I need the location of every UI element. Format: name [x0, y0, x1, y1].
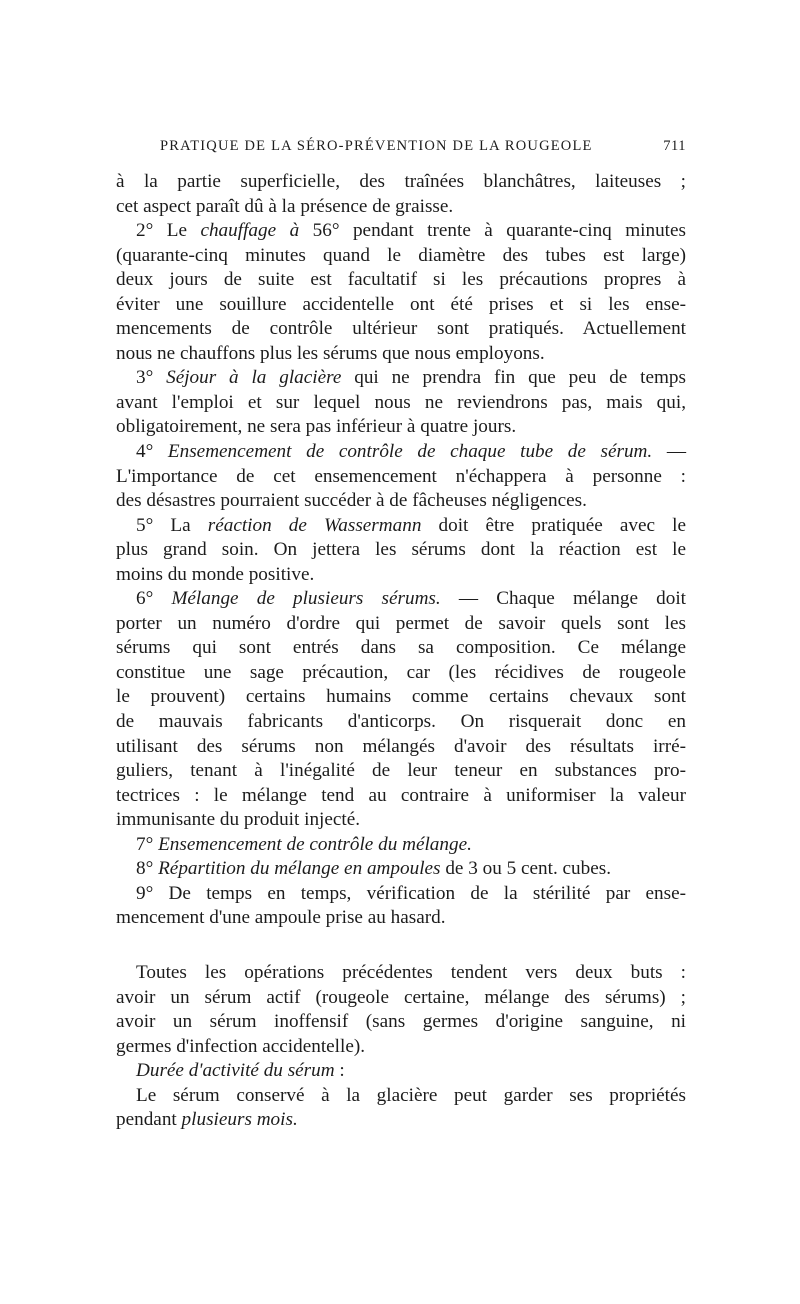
text-segment: à la partie superficielle, des traînées blanchâtres, laiteuses ;: [116, 171, 686, 192]
text-line: [116, 1010, 686, 1035]
text-line: [116, 293, 686, 318]
text-segment: pendant: [116, 1109, 182, 1131]
text-line: [116, 986, 686, 1011]
text-segment: de 3 ou 5 cent. cubes.: [440, 858, 612, 880]
text-segment: des désastres pourraient succéder à de fâcheuses négligences.: [116, 490, 587, 512]
text-segment: germes d'infection accidentelle).: [116, 1035, 366, 1057]
running-head: [160, 138, 686, 160]
italic-text: Ensemencement de contrôle de chaque tube de sérum.: [167, 441, 653, 463]
text-line: [116, 906, 686, 931]
italic-text: Ensemencement de contrôle du mélange.: [158, 833, 472, 855]
text-line: [116, 415, 686, 440]
text-segment: 56° pendant trente à quarante-cinq minutes: [299, 220, 686, 242]
italic-text: réaction de Wassermann: [207, 514, 422, 536]
text-segment: L'importance de cet ensemencement n'échappera à personne :: [116, 465, 686, 487]
text-line: [116, 784, 686, 809]
text-line: [116, 759, 686, 784]
text-segment: guliers, tenant à l'inégalité de leur teneur en substances pro-: [116, 760, 686, 782]
text-segment: nous ne chauffons plus les sérums que nous employons.: [116, 342, 545, 364]
text-line: [116, 195, 686, 220]
text-line: [116, 961, 686, 986]
text-segment: plus grand soin. On jettera les sérums dont la réaction est le: [116, 539, 686, 561]
text-segment: 7°: [136, 833, 159, 855]
text-segment: de mauvais fabricants d'anticorps. On risquerait donc en: [116, 711, 686, 733]
text-segment: mencement d'une ampoule prise au hasard.: [116, 907, 446, 929]
text-segment: 3°: [136, 367, 167, 389]
text-segment: le prouvent) certains humains comme certains chevaux sont: [116, 686, 686, 708]
text-line: [116, 268, 686, 293]
text-line: [116, 440, 686, 465]
text-segment: 8°: [136, 858, 159, 880]
text-segment: sérums qui sont entrés dans sa composition. Ce mélange: [116, 637, 686, 659]
text-line: [116, 538, 686, 563]
text-segment: —: [652, 441, 687, 463]
text-segment: deux jours de suite est facultatif si les précautions propres à: [116, 269, 686, 291]
text-line: [116, 661, 686, 686]
text-line: [116, 342, 686, 367]
text-line: [116, 1108, 686, 1133]
text-segment: constitue une sage précaution, car (les récidives de rougeole: [116, 661, 686, 683]
text-line: [116, 857, 686, 882]
text-line: [116, 735, 686, 760]
text-segment: qui ne prendra fin que peu de temps: [341, 367, 686, 389]
text-segment: 6°: [136, 588, 172, 610]
text-line: [116, 489, 686, 514]
italic-text: Durée d'activité du sérum: [136, 1060, 335, 1082]
italic-text: Répartition du mélange en ampoules: [158, 858, 441, 880]
text-segment: doit être pratiquée avec le: [421, 514, 686, 536]
text-line: [116, 514, 686, 539]
text-segment: Toutes les opérations précédentes tendent vers deux buts :: [136, 962, 686, 983]
text-segment: Le sérum conservé à la glacière peut garder ses propriétés: [136, 1084, 686, 1106]
italic-text: Séjour à la glacière: [166, 367, 342, 389]
text-line: [116, 685, 686, 710]
text-line: [116, 170, 686, 195]
main-text-block: [116, 170, 686, 931]
text-line: [116, 465, 686, 490]
italic-text: plusieurs mois.: [181, 1109, 298, 1131]
text-segment: :: [334, 1060, 345, 1082]
text-segment: utilisant des sérums non mélangés d'avoir des résultats irré-: [116, 735, 686, 757]
text-segment: porter un numéro d'ordre qui permet de savoir quels sont les: [116, 612, 686, 634]
text-line: [116, 808, 686, 833]
text-segment: immunisante du produit injecté.: [116, 809, 361, 831]
text-line: [116, 219, 686, 244]
text-segment: tectrices : le mélange tend au contraire à uniformiser la valeur: [116, 784, 686, 806]
text-segment: 9° De temps en temps, vérification de la stérilité par ense-: [136, 882, 686, 904]
text-line: [116, 587, 686, 612]
text-segment: (quarante-cinq minutes quand le diamètre des tubes est large): [116, 244, 686, 266]
text-line: [116, 710, 686, 735]
text-segment: moins du monde positive.: [116, 563, 315, 585]
italic-text: Mélange de plusieurs sérums.: [171, 588, 441, 610]
text-segment: 5° La: [136, 514, 208, 536]
text-segment: 4°: [136, 441, 168, 463]
text-segment: obligatoirement, ne sera pas inférieur à quatre jours.: [116, 416, 517, 438]
text-line: [116, 563, 686, 588]
text-line: [116, 317, 686, 342]
text-line: [116, 391, 686, 416]
text-line: [116, 1084, 686, 1109]
text-segment: avant l'emploi et sur lequel nous ne reviendrons pas, mais qui,: [116, 391, 686, 413]
text-line: [116, 366, 686, 391]
text-line: [116, 636, 686, 661]
text-segment: éviter une souillure accidentelle ont été prises et si les ense-: [116, 293, 686, 315]
text-line: [116, 1035, 686, 1060]
running-title: PRATIQUE DE LA SÉRO-PRÉVENTION DE LA ROUGEOLE: [160, 138, 593, 154]
text-segment: — Chaque mélange doit: [440, 588, 686, 610]
text-segment: cet aspect paraît dû à la présence de graisse.: [116, 195, 454, 217]
text-segment: 2° Le: [136, 220, 201, 242]
italic-text: chauffage à: [200, 220, 300, 242]
text-line: [116, 244, 686, 269]
conclusion-text-block: [116, 961, 686, 1133]
text-line: [116, 612, 686, 637]
text-segment: avoir un sérum inoffensif (sans germes d'origine sanguine, ni: [116, 1011, 686, 1033]
text-segment: avoir un sérum actif (rougeole certaine, mélange des sérums) ;: [116, 986, 686, 1008]
text-line: [116, 882, 686, 907]
text-segment: mencements de contrôle ultérieur sont pratiqués. Actuellement: [116, 318, 686, 340]
text-line: [116, 1059, 686, 1084]
page-number: 711: [663, 138, 686, 154]
text-line: [116, 833, 686, 858]
